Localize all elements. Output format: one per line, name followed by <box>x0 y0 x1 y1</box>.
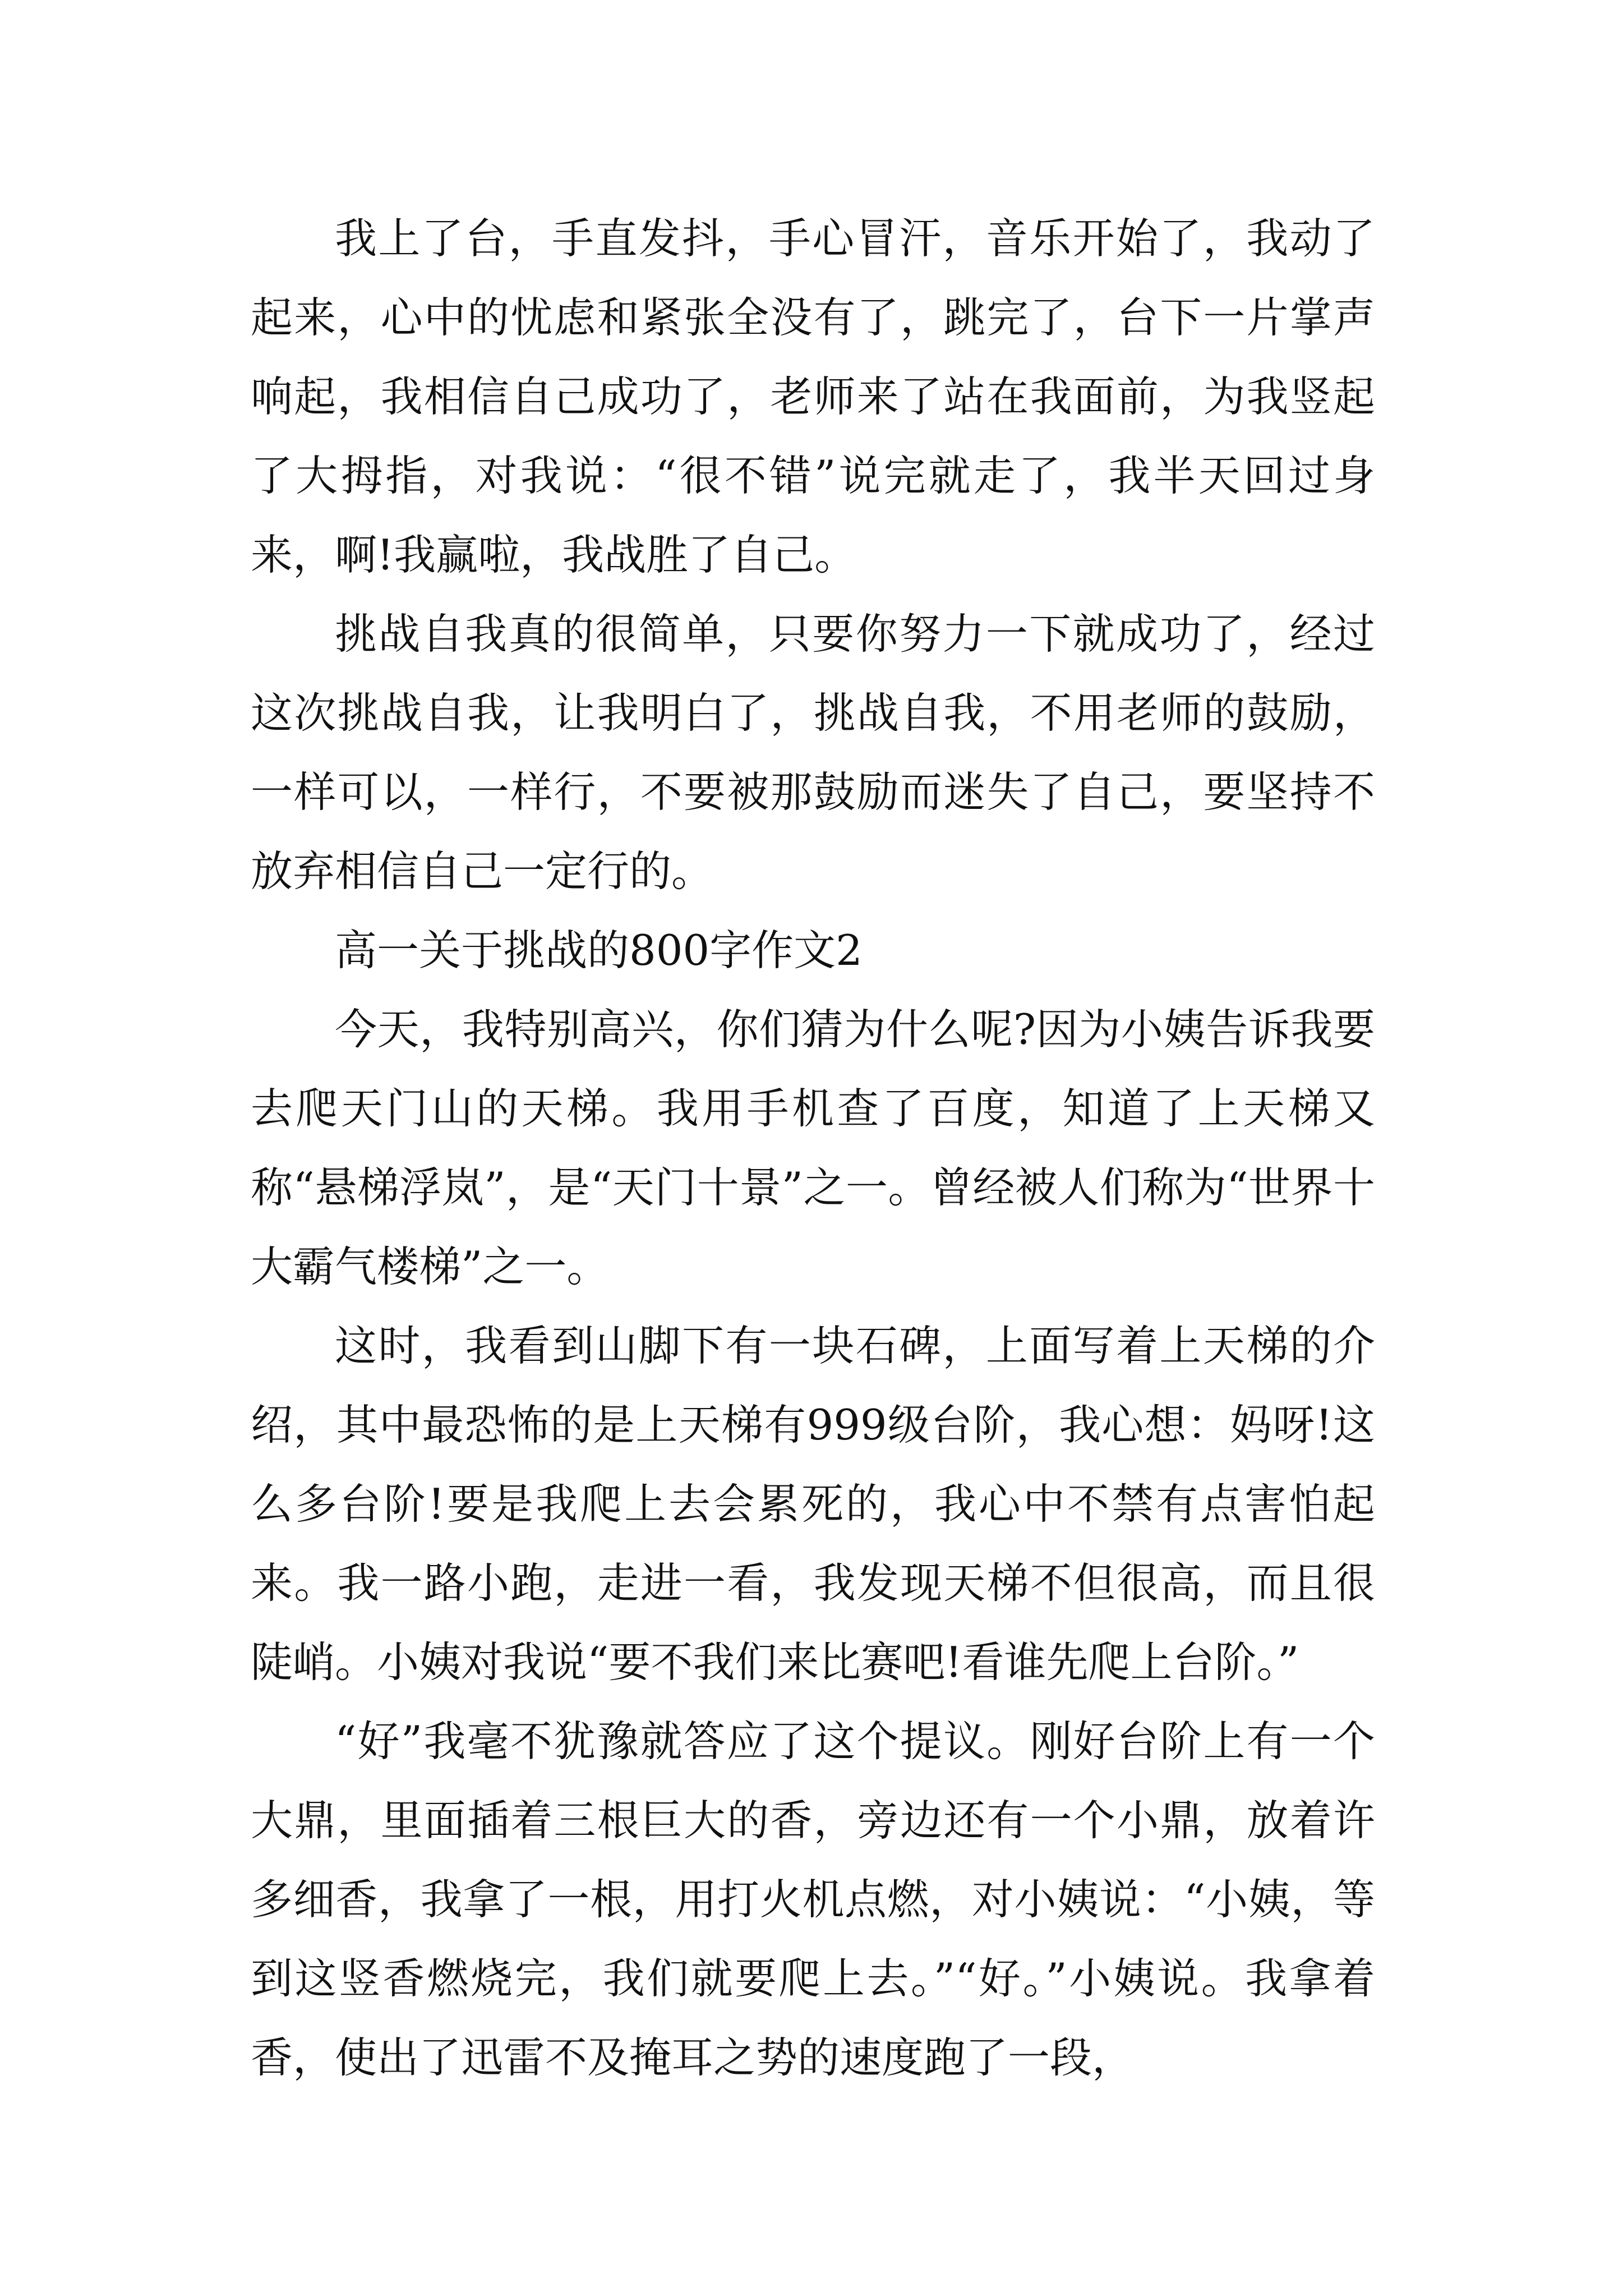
paragraph: 这时，我看到山脚下有一块石碑，上面写着上天梯的介绍，其中最恐怖的是上天梯有999级台阶，我心想：妈呀!这么多台阶!要是我爬上去会累死的，我心中不禁有点害怕起来。我一路小跑，走进一看，我发现天梯不但很高，而且很陡峭。小姨对我说“要不我们来比赛吧!看谁先爬上台阶。” <box>251 1321 1375 1687</box>
paragraph: 挑战自我真的很简单，只要你努力一下就成功了，经过这次挑战自我，让我明白了，挑战自我，不用老师的鼓励，一样可以，一样行，不要被那鼓励而迷失了自己，要坚持不放弃相信自己一定行的。 <box>251 609 1375 896</box>
paragraph: “好”我毫不犹豫就答应了这个提议。刚好台阶上有一个大鼎，里面插着三根巨大的香，旁边还有一个小鼎，放着许多细香，我拿了一根，用打火机点燃，对小姨说：“小姨，等到这竖香燃烧完，我们就要爬上去。”“好。”小姨说。我拿着香，使出了迅雷不及掩耳之势的速度跑了一段， <box>251 1717 1375 2082</box>
document-body <box>251 199 1375 2097</box>
paragraph: 今天，我特别高兴，你们猜为什么呢?因为小姨告诉我要去爬天门山的天梯。我用手机查了百度，知道了上天梯又称“悬梯浮岚”，是“天门十景”之一。曾经被人们称为“世界十大霸气楼梯”之一。 <box>251 1005 1375 1291</box>
section-heading: 高一关于挑战的800字作文2 <box>335 926 863 975</box>
paragraph: 我上了台，手直发抖，手心冒汗，音乐开始了，我动了起来，心中的忧虑和紧张全没有了，跳完了，台下一片掌声响起，我相信自己成功了，老师来了站在我面前，为我竖起了大拇指，对我说：“很不错”说完就走了，我半天回过身来，啊!我赢啦，我战胜了自己。 <box>251 214 1375 579</box>
